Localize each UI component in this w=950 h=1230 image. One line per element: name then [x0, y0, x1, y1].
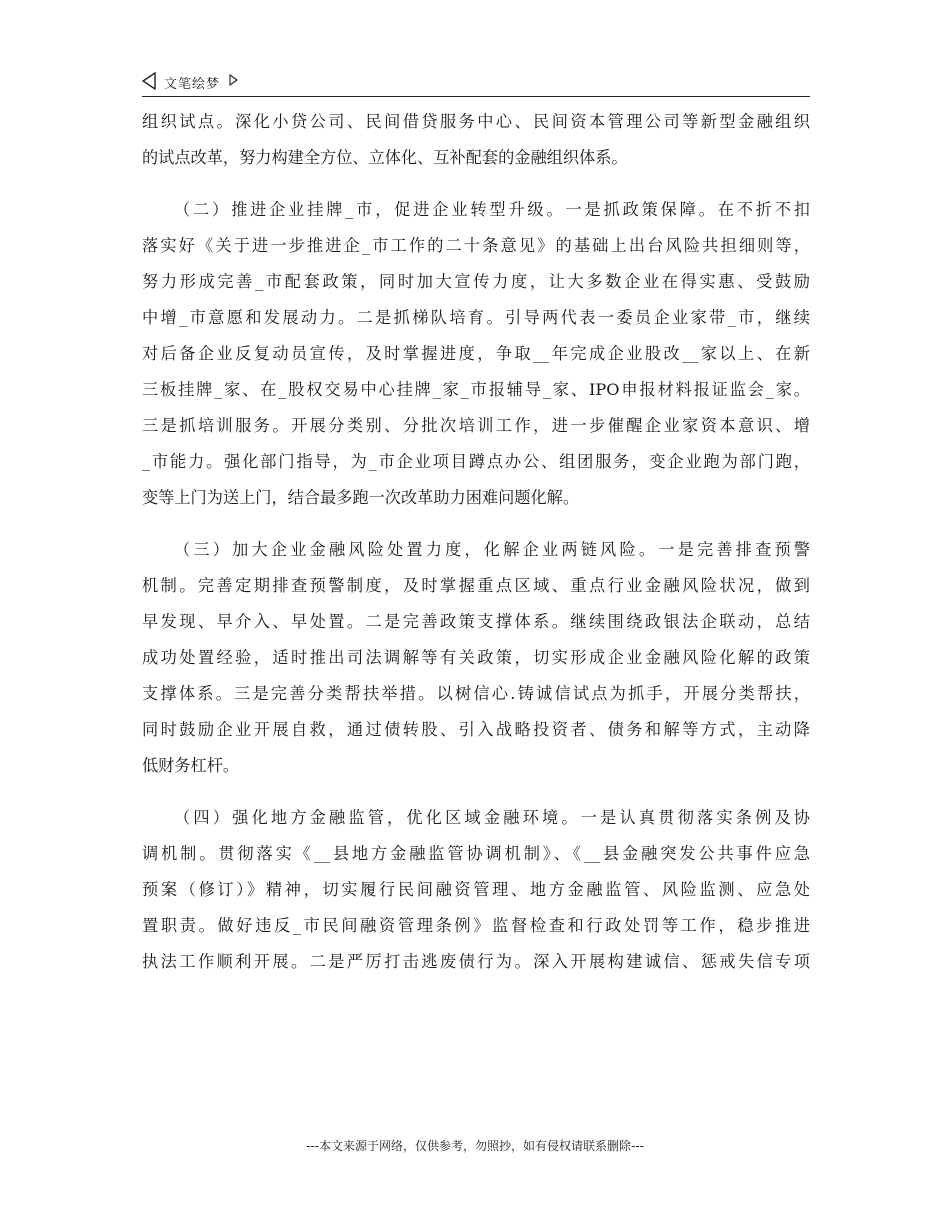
text-line: 低财务杠杆。 [142, 756, 240, 775]
page-header [142, 70, 810, 97]
text-line: 组织试点。深化小贷公司、民间借贷服务中心、民间资本管理公司等新型金融组织 [142, 112, 810, 131]
text-line: 支撑体系。三是完善分类帮扶举措。以树信心.铸诚信试点为抓手，开展分类帮扶， [142, 684, 810, 703]
text-line: 调机制。贯彻落实《__县地方金融监管协调机制》、《__县金融突发公共事件应急 [142, 844, 810, 863]
text-line: （三）加大企业金融风险处置力度，化解企业两链风险。一是完善排查预警 [174, 540, 810, 559]
text-line: 机制。完善定期排查预警制度，及时掌握重点区域、重点行业金融风险状况，做到 [142, 576, 810, 595]
text-line: 中增_市意愿和发展动力。二是抓梯队培育。引导两代表一委员企业家带_市，继续 [142, 308, 810, 327]
text-line: 努力形成完善_市配套政策，同时加大宣传力度，让大多数企业在得实惠、受鼓励 [142, 272, 810, 291]
triangle-right-icon [229, 74, 238, 86]
footer-notice: ---本文来源于网络，仅供参考，勿照抄，如有侵权请联系删除--- [306, 1139, 644, 1153]
text-line: 预案（修订）》精神，切实履行民间融资管理、地方金融监管、风险监测、应急处 [142, 880, 810, 899]
document-body [142, 104, 810, 980]
text-line: （二）推进企业挂牌_市，促进企业转型升级。一是抓政策保障。在不折不扣 [174, 200, 810, 219]
text-line: 三是抓培训服务。开展分类别、分批次培训工作，进一步催醒企业家资本意识、增 [142, 416, 810, 435]
text-line: 置职责。做好违反_市民间融资管理条例》监督检查和行政处罚等工作，稳步推进 [142, 916, 810, 935]
triangle-left-icon [142, 72, 156, 90]
text-line: 落实好《关于进一步推进企_市工作的二十条意见》的基础上出台风险共担细则等， [142, 236, 810, 255]
text-line: 三板挂牌_家、在_股权交易中心挂牌_家_市报辅导_家、IPO申报材料报证监会_家。 [142, 380, 810, 399]
text-line: 变等上门为送上门，结合最多跑一次改革助力困难问题化解。 [142, 488, 580, 507]
text-line: 成功处置经验，适时推出司法调解等有关政策，切实形成企业金融风险化解的政策 [142, 648, 810, 667]
paragraph-4 [142, 800, 810, 980]
text-line: 对后备企业反复动员宣传，及时掌握进度，争取__年完成企业股改__家以上、在新 [142, 344, 810, 363]
paragraph-3 [142, 532, 810, 784]
paragraph-1 [142, 104, 810, 176]
brand-label: 文笔绘梦 [164, 77, 221, 92]
text-line: （四）强化地方金融监管，优化区域金融环境。一是认真贯彻落实条例及协 [174, 808, 810, 827]
text-line: 同时鼓励企业开展自救，通过债转股、引入战略投资者、债务和解等方式，主动降 [142, 720, 810, 739]
text-line: 早发现、早介入、早处置。二是完善政策支撑体系。继续围绕政银法企联动，总结 [142, 612, 810, 631]
text-line: 的试点改革，努力构建全方位、立体化、互补配套的金融组织体系。 [142, 148, 628, 167]
text-line: _市能力。强化部门指导，为_市企业项目蹲点办公、组团服务，变企业跑为部门跑， [142, 452, 810, 471]
text-line: 执法工作顺利开展。二是严厉打击逃废债行为。深入开展构建诚信、惩戒失信专项 [142, 952, 810, 971]
paragraph-2 [142, 192, 810, 516]
